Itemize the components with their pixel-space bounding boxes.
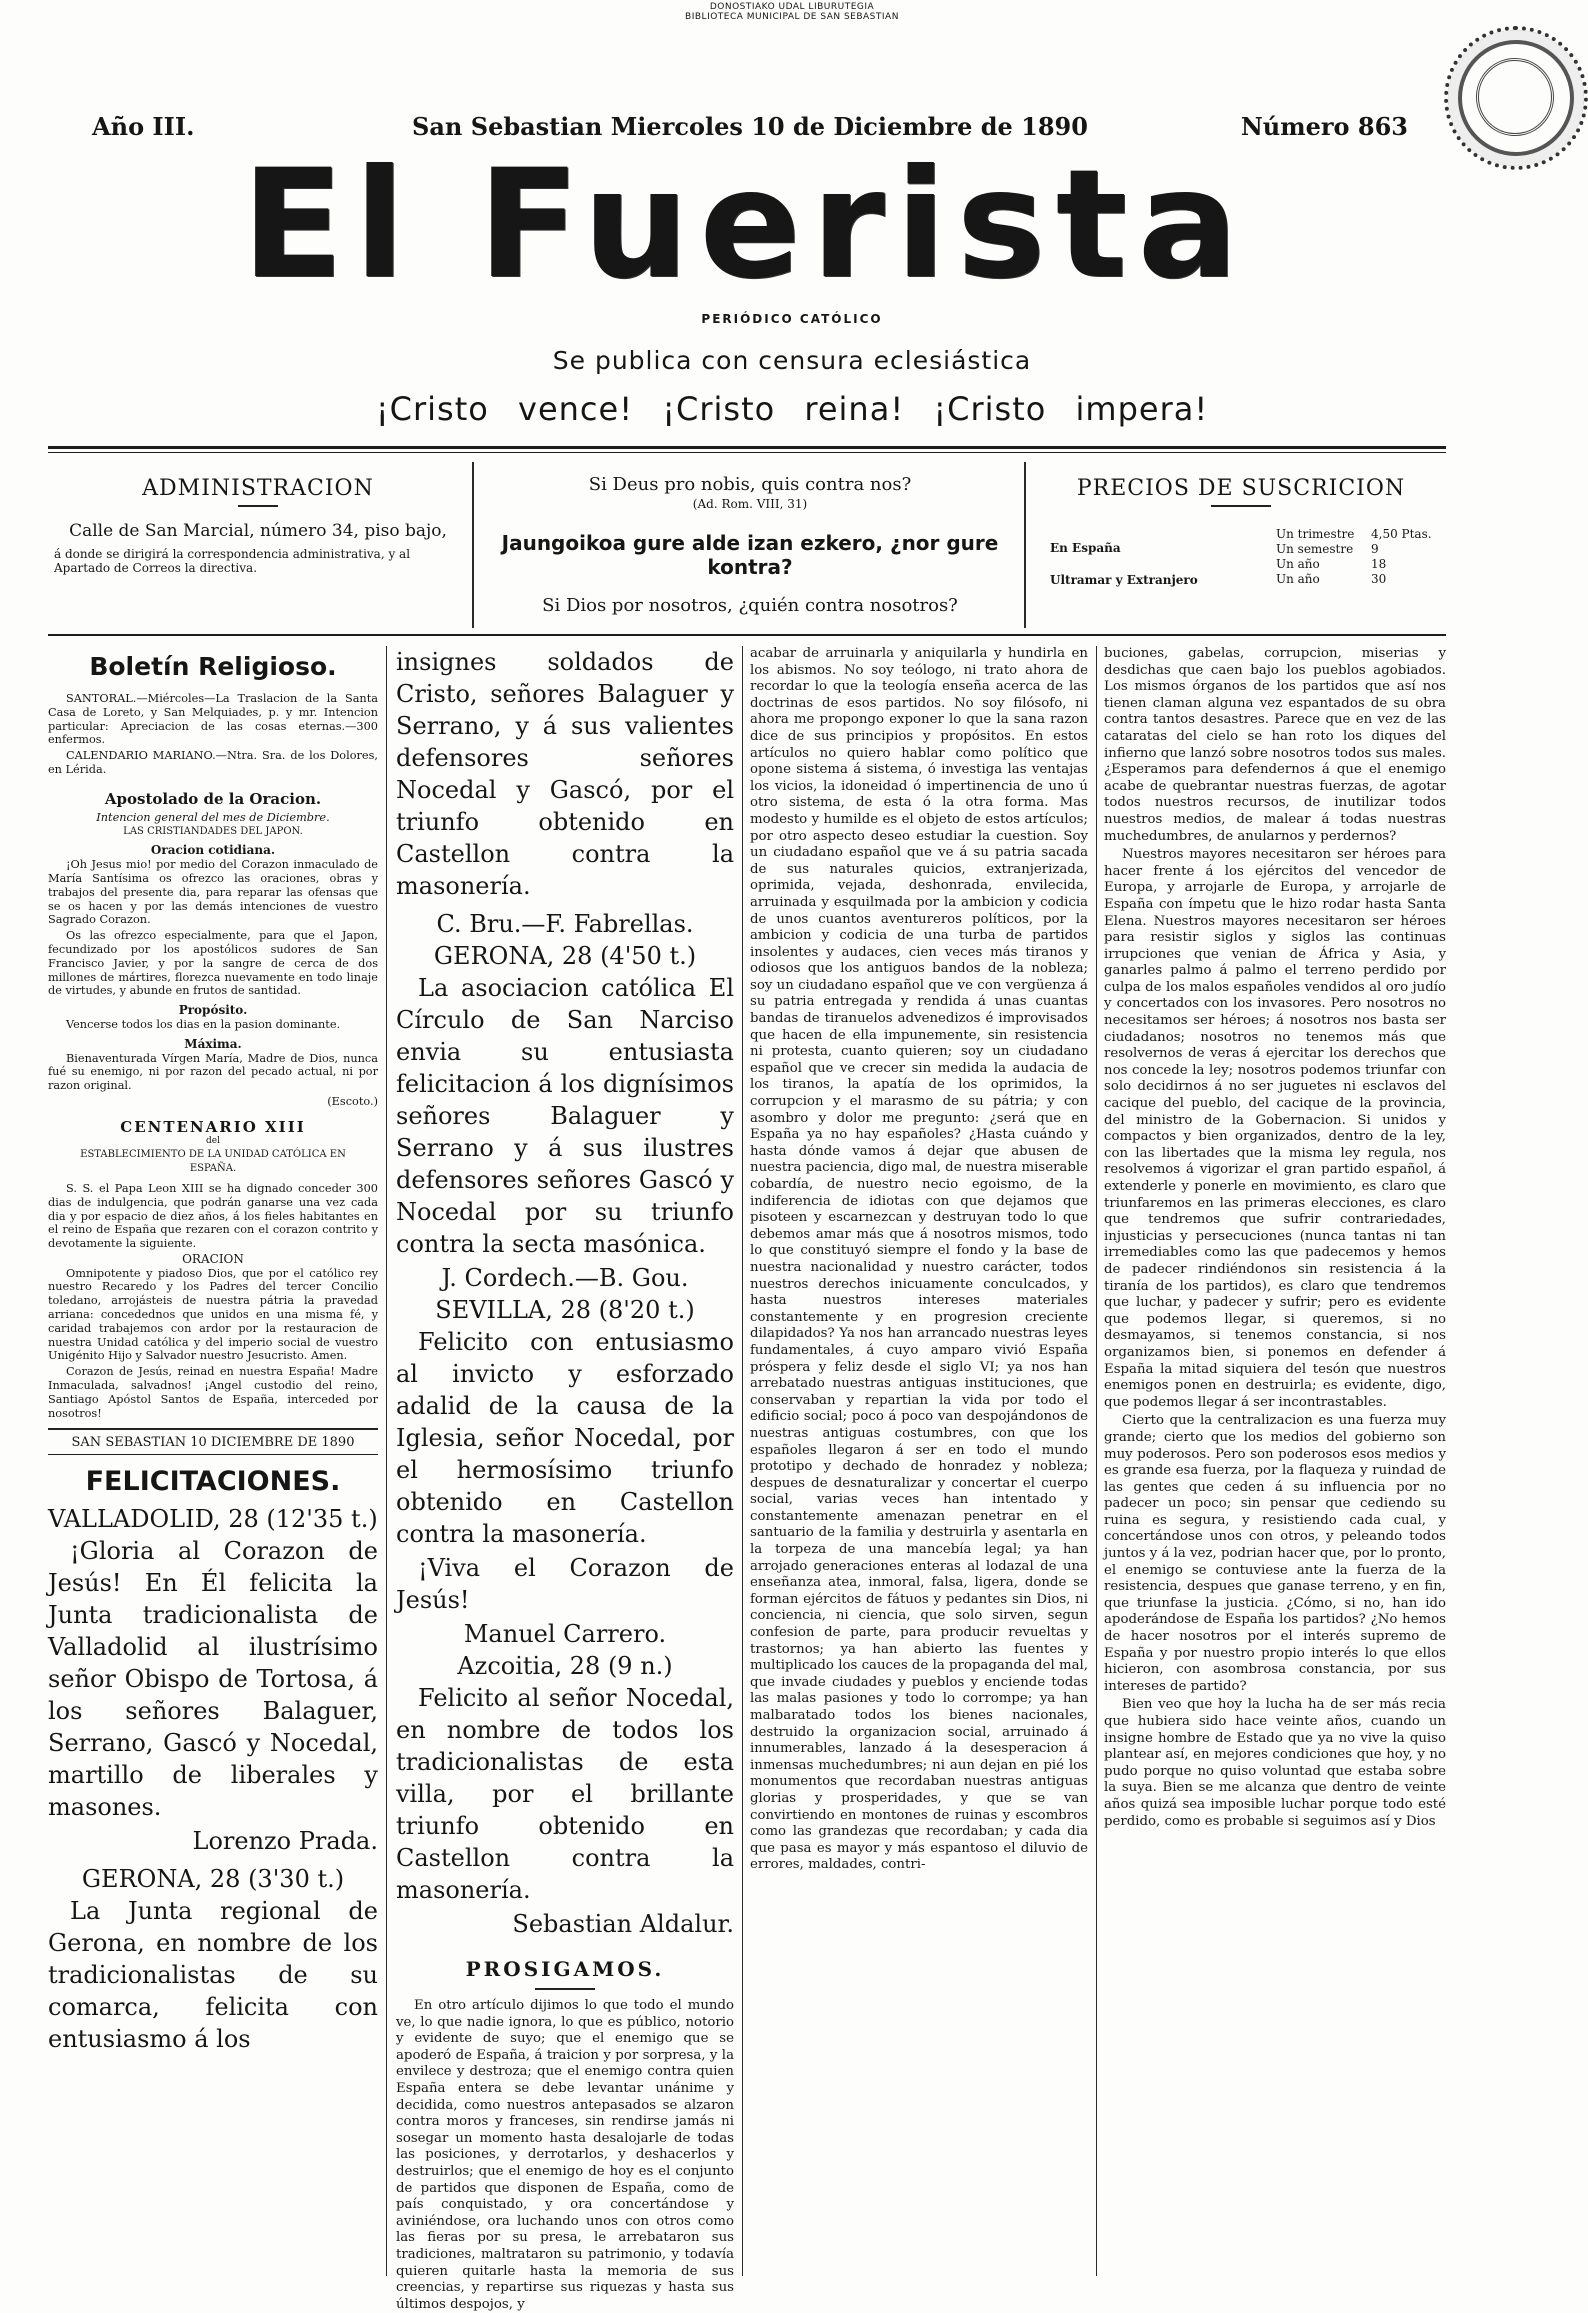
section-rule-thin	[48, 1454, 378, 1455]
admin-address: Calle de San Marcial, número 34, piso bajo,	[69, 521, 447, 541]
boletin-title: Boletín Religioso.	[89, 652, 337, 681]
gerona2-text: La asociacion católica El Círculo de San Narciso envia su entusiasta felicitacion á los dignísimos señores Balaguer y Serrano y á sus ilustres defensores señores Gascó y Nocedal por su triunfo contra la secta masónica.	[396, 974, 734, 1258]
box-divider-right	[1024, 462, 1026, 628]
japon-text: Os las ofrezco especialmente, para que el Japon, fecundizado por los apostólicos sudores de San Francisco Javier, y por la sangre de cerca de dos millones de mártires, florezca nuevamente en todo linaje de virtudes, y abunde en frutos de santidad.	[48, 929, 378, 998]
price-row: Un año 18	[1276, 557, 1387, 571]
column-rule-2	[742, 646, 743, 2276]
admin-note: á donde se dirigirá la correspondencia administrativa, y al Apartado de Correos la directiva.	[54, 547, 411, 575]
apostolado-title: Apostolado de la Oracion.	[104, 789, 322, 808]
gerona1-text: La Junta regional de Gerona, en nombre de los tradicionalistas de su comarca, felicita con entusiasmo á los	[48, 1897, 378, 2054]
column-2	[396, 646, 734, 2312]
sevilla-viva: ¡Viva el Corazon de Jesús!	[396, 1554, 734, 1614]
latin-quote: Si Deus pro nobis, quis contra nos?	[588, 474, 912, 495]
censura-line: Se publica con censura eclesiástica	[552, 346, 1032, 375]
spanish-quote: Si Dios por nosotros, ¿quién contra nosotros?	[542, 595, 958, 616]
maxima-text: Bienaventurada Vírgen María, Madre de Dios, nunca fué su enemigo, ni por razon del pecado actual, ni por razon original.	[48, 1051, 378, 1093]
oracion-text: ¡Oh Jesus mio! por medio del Corazon inmaculado de María Santísima os ofrezco las oraciones, obras y trabajos del presente dia, para reparar las ofensas que se os hacen y por las demás intenciones de vuestro Sagrado Corazon.	[48, 858, 378, 927]
article-text-col4-b: Nuestros mayores necesitaron ser héroes para hacer frente á los ejércitos del vencedor de Europa, y arrojarle de Europa, y arrojarle de España con ímpetu que le hizo rodar hasta Santa Elena. Nuestros mayores necesitaron ser héroes para resistir siglos y siglos las continuas irrupciones que venian de África y Asia, y ganarles palmo á palmo el terreno perdido por culpa de los malos españoles vendidos al oro judío y concertados con los invasores. Pero nosotros no necesitamos ser héroes; á nosotros nos basta ser ciudadanos; nosotros no tenemos más que resolvernos de veras á ejercitar los derechos que nos concede la ley; nosotros podemos triunfar con solo decidirnos á no ser juguetes ni esclavos del cacique del pueblo, del cacique de la provincia, del ministro de la Gobernacion. Si unidos y compactos y bien organizados, dentro de la ley, con las libertades que la misma ley regula, nos resolvemos á vigorizar el gran partido español, á extenderle y ponerle en movimiento, es claro que triunfaremos en las primeras elecciones, es claro que tendremos que sufrir contrariedades, injusticias y persecuciones (nunca tantas ni tan irremediables como las que padecemos y hemos de padecer rindiéndonos sin resistencia á la tiranía de los partidos), es claro que tendremos que luchar, y padecer y sufrir; pero es evidente que podemos llegar, si queremos, si no desmayamos, si tenemos constancia, si nos organizamos bien, si ponemos en defender á España la mitad siquiera del tesón que nuestros enemigos ponen en destruirla; es evidente, digo, que podemos llegar á ser incontrastables.	[1104, 847, 1446, 1410]
column-rule-3	[1096, 646, 1097, 2276]
local-dateline: SAN SEBASTIAN 10 DICIEMBRE DE 1890	[71, 1435, 355, 1451]
santoral-text: SANTORAL.—Miércoles—La Traslacion de la Santa Casa de Loreto, y San Melquiades, p. y mr. Intencion particular: Apreciacion de las cosas eternas.—300 enfermos.	[48, 692, 378, 747]
admin-box	[48, 462, 468, 628]
prices-box	[1036, 462, 1446, 628]
jaculatorias-text: Corazon de Jesús, reinad en nuestra España! Madre Inmaculada, salvadnos! ¡Angel custodio del reino, Santiago Apóstol Santos de España, interceded por nosotros!	[48, 1365, 378, 1420]
abroad-label: Ultramar y Extranjero	[1050, 573, 1198, 587]
maxima-author: (Escoto.)	[327, 1094, 378, 1108]
azcoitia-head: Azcoitia, 28 (9 n.)	[457, 1652, 673, 1680]
boxes-bottom-rule	[48, 634, 1446, 636]
centenario-del: del	[206, 1135, 220, 1146]
proposito-title: Propósito.	[178, 1003, 248, 1018]
archive-note-line-1: DONOSTIAKO UDAL LIBURUTEGIA	[709, 2, 875, 12]
azcoitia-text: Felicito al señor Nocedal, en nombre de todos los tradicionalistas de esta villa, por el brillante triunfo obtenido en Castellon contra la masonería.	[396, 1684, 734, 1904]
newspaper-subtitle: PERIÓDICO CATÓLICO	[701, 312, 883, 326]
price-row: Un semestre 9	[1276, 542, 1379, 556]
center-quote-box	[480, 462, 1020, 628]
gerona2-head: GERONA, 28 (4'50 t.)	[433, 942, 697, 970]
section-rule	[48, 1428, 378, 1430]
column-3	[750, 646, 1088, 2276]
sevilla-head: SEVILLA, 28 (8'20 t.)	[435, 1296, 695, 1324]
article-text-col4-d: Bien veo que hoy la lucha ha de ser más recia que hubiera sido hace veinte años, cuando un insigne hombre de Estado que ya no vive la quiso plantear así, en mejores condiciones que hoy, y no pudo porque no quiso voluntad que estaba sobre la suya. Bien se me alcanza que dentro de veinte años quizá sea imposible luchar porque todo esté perdido, como es probable si seguimos así y Dios	[1104, 1697, 1446, 1829]
gerona1-head: GERONA, 28 (3'30 t.)	[81, 1865, 345, 1894]
oracion2-text: Omnipotente y piadoso Dios, que por el católico rey nuestro Recaredo y los Padres del tercer Concilio toledano, arrojásteis de nuestra pátria la pravedad arriana: concedednos que unidos en una misma fé, y caridad trabajemos con ardor por la restauracion de nuestra Unidad católica y del imperio social de vuestro Unigénito Hijo y Salvador nuestro Jesucristo. Amen.	[48, 1266, 378, 1363]
valladolid-signature: Lorenzo Prada.	[192, 1827, 378, 1856]
prosigamos-text: En otro artículo dijimos lo que todo el mundo ve, lo que nadie ignora, lo que es público, notorio y evidente de suyo; que el enemigo que se apoderó de España, á traicion y por sorpresa, y la envilece y destroza; que el enemigo contra quien España entera se debe levantar unánime y decidida, como nuestros antepasados se alzaron contra moros y franceses, sin rendirse jamás ni sosegar un momento hasta desalojarle de todas las posiciones, y derrotarlos, y deshacerlos y destruirlos; que el enemigo de hoy es el conjunto de partidos que disponen de España, como de país conquistado, y ora concertándose y aviniéndose, ora luchando unos con otros como las fieras por su presa, le arrebataron sus tradiciones, maltrataron su patrimonio, y todavía quieren quitarle hasta la memoria de sus creencias, y repartirse sus riquezas y hasta sus últimos despojos, y	[396, 1998, 734, 2312]
article-text-col4-c: Cierto que la centralizacion es una fuerza muy grande; cierto que los medios del gobierno son muy poderosos. Pero son poderosos esos medios y es grande esa fuerza, por la flaqueza y ruindad de las gentes que ceden á su influencia por no padecer un poco; sin pensar que cediendo su ruina es segura, y resistiendo cada cual, y concertándose unos con otros, y peleando todos juntos y á la vez, podrian hacer que, por lo pronto, el enemigo se contuviese ante la fuerza de la resistencia, despues que ganase terreno, y en fin, que triunfase la justicia. ¿Cómo, si no, han ido apoderándose de España los partidos? ¿No hemos de hacer nosotros por el interés supremo de España y por nuestro propio interés lo que ellos hicieron, con asombrosa constancia, por sus intereses de partido?	[1104, 1413, 1446, 1694]
valladolid-head: VALLADOLID, 28 (12'35 t.)	[48, 1505, 378, 1534]
price-rows	[1276, 527, 1441, 587]
price-row: Un año 30	[1276, 572, 1387, 586]
sevilla-signature: Manuel Carrero.	[463, 1620, 667, 1648]
prices-divider	[1211, 505, 1271, 507]
centenario-text: S. S. el Papa Leon XIII se ha dignado conceder 300 dias de indulgencia, que podrán ganarse una vez cada dia y por espacio de diez años, á los fieles habitantes en el reino de España que rezaren con el corazon contrito y devotamente la siguiente.	[48, 1181, 378, 1251]
year-label: Año III.	[92, 112, 195, 141]
oracion2-title: ORACION	[182, 1251, 244, 1266]
centenario-title: CENTENARIO XIII	[120, 1117, 306, 1136]
sevilla-text: Felicito con entusiasmo al invicto y esforzado adalid de la causa de la Iglesia, señor Nocedal, por el hermosísimo triunfo obtenido en Castellon contra la masonería.	[396, 1328, 734, 1548]
latin-reference: (Ad. Rom. VIII, 31)	[692, 497, 808, 511]
issue-number: Número 863	[1240, 112, 1408, 141]
proposito-text: Vencerse todos los dias en la pasion dominante.	[66, 1017, 341, 1031]
intencion-text: Intencion general del mes de Diciembre.	[96, 810, 330, 824]
archive-note	[0, 2, 1584, 22]
archive-note-line-2: BIBLIOTECA MUNICIPAL DE SAN SEBASTIAN	[685, 12, 899, 22]
calendario-text: CALENDARIO MARIANO.—Ntra. Sra. de los Dolores, en Lérida.	[48, 749, 378, 776]
admin-title: ADMINISTRACION	[142, 476, 374, 501]
header-rule	[48, 446, 1446, 449]
box-divider-left	[472, 462, 474, 628]
header-rule-thin	[48, 452, 1446, 453]
azcoitia-signature: Sebastian Aldalur.	[512, 1910, 734, 1938]
article-text-col3: acabar de arruinarla y aniquilarla y hundirla en los abismos. No soy teólogo, ni trato ahora de recordar lo que la teología enseña acerca de las doctrinas de esos partidos. No soy filósofo, ni ahora me propongo exponer lo que la sana razon dice de sus principios y propósitos. En estos artículos no quiero hablar como político que opone sistema á sistema, ó investiga las ventajas los vicios, la idoneidad ó impertinencia de uno ú otro sistema, de esta ó la otra forma. Mas modesto y humilde es el objeto de estos artículos; por otro aspecto deseo estudiar la cuestion. Soy un ciudadano español que ve á su patria sacada de sus naturales quicios, extranjerizada, oprimida, vejada, deshonrada, envilecida, arruinada y esquilmada por la ambicion y codicia de unos cuantos aventureros políticos, por la ambicion y codicia de una turba de partidos insolentes y audaces, cien veces más tiranos y odiosos que los antiguos bandos de la nobleza; soy un ciudadano español que ve con vergüenza á su patria entregada y rendida á unas cuantas bandas de tiranuelos advenedizos é improvisados que hacen de ella impunemente, sin resistencia ni protesta, cuanto quieren; soy un ciudadano español que ve crecer sin medida la audacia de los tiranos, la apatía de los oprimidos, la corrupcion y el marasmo de su pátria; y con asombro y dolor me pregunto: ¿será que en España ya no hay españoles? ¿Hasta cuándo y hasta dónde vamos á dejar que abusen de nuestra paciencia, digo mal, de nuestra miserable cobardía, de nuestro necio egoismo, de la indiferencia de idiotas con que dejamos que pisoteen y escarnezcan y destruyan todo lo que debemos amar más que á nosotros mismos, todo lo que constituyó siempre el fondo y la base de nuestra nacionalidad y nuestro carácter, todos nuestros derechos inicuamente conculcados, y hasta nuestros intereses materiales constantemente y en progresion creciente dilapidados? Ya nos han arrancado nuestras leyes fundamentales, á cuyo amparo vivió España próspera y feliz desde el siglo VI; ya nos han arrebatado nuestras antiguas instituciones, que conservaban y repartian la vida por todo el edificio social; poco á poco van despojándonos de nuestras antiguas costumbres, con que los españoles llegaron á ser en todo el mundo prototipo y dechado de honradez y nobleza; despues de desnaturalizar y concertar el cuerpo social, varias veces han intentado y constantemente amenazan penetrar en el santuario de la familia y destruirla y asentarla en la torpeza de una mancebía legal; ya han arrojado generaciones enteras al lodazal de una enseñanza atea, inmoral, falsa, ligera, donde se forman ejércitos de fátuos y pedantes sin Dios, ni conciencia, ni ciencia, que solo sirven, segun confesion de parte, para producir revueltas y trastornos; ya han abierto las fuentes y multiplicado los cauces de la propaganda del mal, que invade ciudades y pueblos y enciende todas las malas pasiones y todo lo corrompe; ya han malbaratado todos los bienes nacionales, destruido la organizacion social, arruinado á innumerables, lanzado á la desesperacion á inmensas muchedumbres; ni aun dejan en pié los monumentos que recordaban nuestras antiguas glorias y prosperidades, y que se van convirtiendo en montones de ruinas y escombros como las grandezas que recordaban; y cada dia que pasa es mayor y más espantoso el diluvio de errores, maldades, contri-	[750, 646, 1088, 1873]
prosigamos-divider	[535, 1988, 595, 1990]
continuation-text: insignes soldados de Cristo, señores Balaguer y Serrano, y á sus valientes defensores señores Nocedal y Gascó, por el triunfo obtenido en Castellon contra la masonería.	[396, 648, 734, 900]
felicitaciones-title: FELICITACIONES.	[85, 1466, 341, 1498]
felicitaciones-col2	[396, 646, 734, 1940]
article-text-col4-a: buciones, gabelas, corrupcion, miserias y desdichas que caen bajo los pueblos agobiados. Los mismos órganos de los partidos que así nos tienen claman alguna vez espantados de su obra contra tantos desastres. Parece que en vez de las cataratas del cielo se han roto los diques del infierno que lanzó sobre nosotros todos sus males. ¿Esperamos para defendernos á que el enemigo acabe de quebrantar nuestras fuerzas, de agotar todos nuestros recursos, de inutilizar todos nuestros medios, de malear á todas nuestras muchedumbres, de anularnos y perdernos?	[1104, 646, 1446, 844]
column-1	[48, 646, 378, 2276]
admin-divider	[238, 505, 278, 507]
column-rule-1	[386, 646, 387, 2276]
maxima-title: Máxima.	[184, 1036, 242, 1051]
prices-title: PRECIOS DE SUSCRICION	[1076, 476, 1406, 501]
continuation-signature: C. Bru.—F. Fabrellas.	[436, 910, 694, 938]
dateline: San Sebastian Miercoles 10 de Diciembre de 1890	[412, 112, 1088, 141]
basque-quote: Jaungoikoa gure alde izan ezkero, ¿nor gure kontra?	[501, 531, 999, 579]
price-row: Un trimestre 4,50 Ptas.	[1276, 527, 1432, 541]
prices-table	[1036, 527, 1446, 597]
gerona2-signature: J. Cordech.—B. Gou.	[441, 1264, 689, 1292]
oracion-title: Oracion cotidiana.	[150, 843, 276, 858]
centenario-sub: ESTABLECIMIENTO DE LA UNIDAD CATÓLICA EN ESPAÑA.	[80, 1149, 346, 1175]
column-4	[1104, 646, 1446, 2276]
newspaper-title: El Fuerista	[241, 138, 1249, 312]
spain-label: En España	[1050, 541, 1121, 555]
motto: ¡Cristo vence! ¡Cristo reina! ¡Cristo impera!	[375, 390, 1209, 428]
library-seal-stamp	[1444, 26, 1588, 170]
cristiandades-text: LAS CRISTIANDADES DEL JAPON.	[123, 825, 303, 837]
felicitaciones-col1	[48, 1503, 378, 2055]
prosigamos-title: PROSIGAMOS.	[465, 1957, 665, 1981]
valladolid-text: ¡Gloria al Corazon de Jesús! En Él felicita la Junta tradicionalista de Valladolid al ilustrísimo señor Obispo de Tortosa, á los señores Balaguer, Serrano, Gascó y Nocedal, martillo de liberales y masones.	[48, 1537, 378, 1822]
